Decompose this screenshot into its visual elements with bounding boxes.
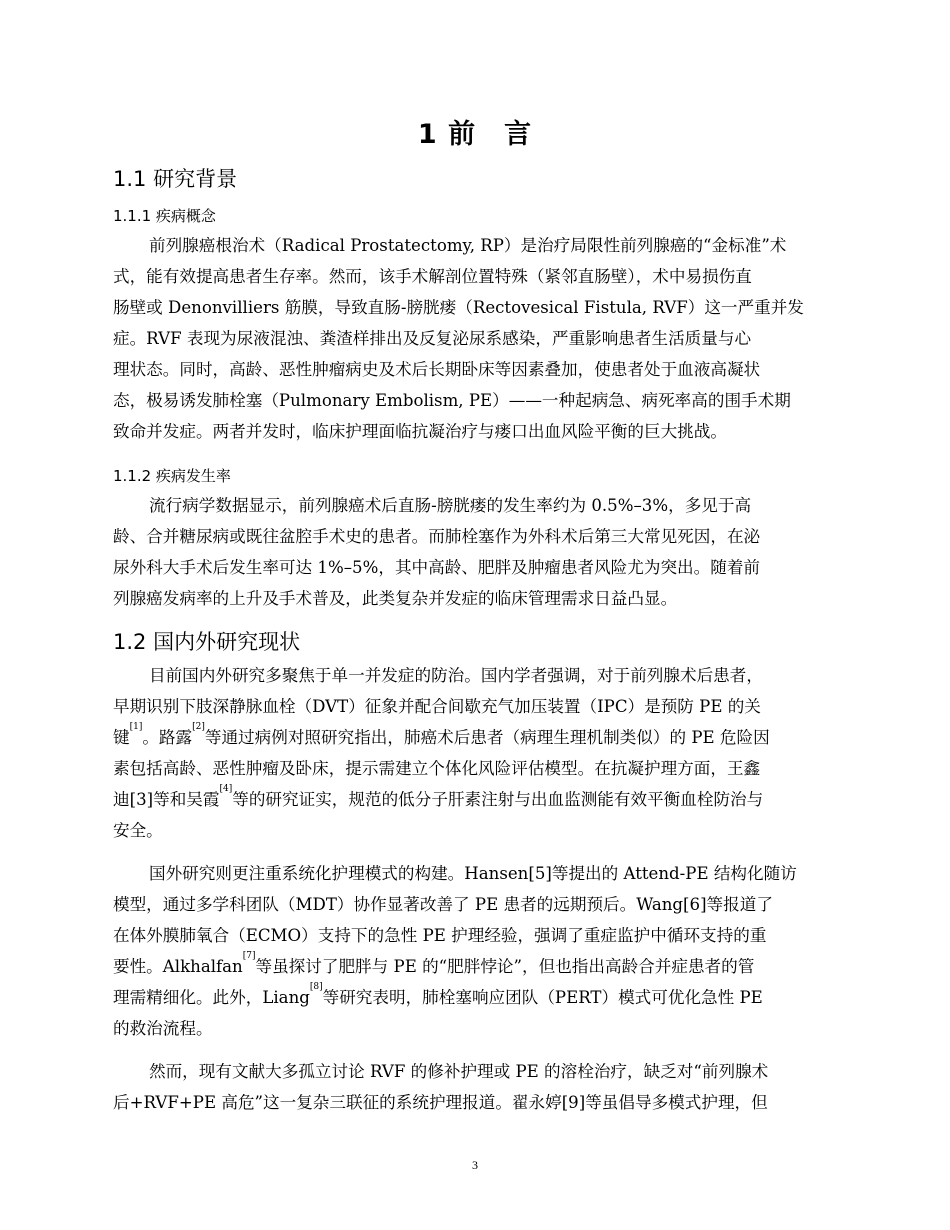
text-run: 等通过病例对照研究指出，肺癌术后患者（病理生理机制类似）的 PE 危险因 — [204, 728, 770, 747]
text-line: 理状态。同时，高龄、恶性肿瘤病史及术后长期卧床等因素叠加，使患者处于血液高凝状 — [113, 360, 761, 379]
text-line — [113, 982, 839, 1013]
text-line: 素包括高龄、恶性肿瘤及卧床，提示需建立个体化风险评估模型。在抗凝护理方面，王鑫 — [113, 759, 761, 778]
text-line — [113, 784, 839, 815]
section-heading-1-2: 1.2 国内外研究现状 — [113, 630, 301, 654]
text-line: 态，极易诱发肺栓塞（Pulmonary Embolism, PE）——一种起病急、病死率高的围手术期 — [113, 391, 791, 410]
page-number: 3 — [472, 1158, 478, 1172]
text-line: 列腺癌发病率的上升及手术普及，此类复杂并发症的临床管理需求日益凸显。 — [113, 589, 678, 608]
citation-ref: [2] — [192, 722, 205, 732]
text-line: 流行病学数据显示，前列腺癌术后直肠-膀胱瘘的发生率约为 0.5%–3%，多见于高 — [149, 496, 752, 515]
text-line: 龄、合并糖尿病或既往盆腔手术史的患者。而肺栓塞作为外科术后第三大常见死因，在泌 — [113, 527, 761, 546]
citation-ref: [7] — [242, 951, 256, 961]
chapter-title: 1 前 言 — [417, 119, 533, 150]
text-run: 等的研究证实，规范的低分子肝素注射与出血监测能有效平衡血栓防治与 — [232, 790, 764, 809]
text-run: 键 — [113, 728, 130, 747]
text-line — [113, 951, 839, 982]
text-line: 在体外膜肺氧合（ECMO）支持下的急性 PE 护理经验，强调了重症监护中循环支持的重 — [113, 926, 767, 945]
text-line: 然而，现有文献大多孤立讨论 RVF 的修补护理或 PE 的溶栓治疗，缺乏对“前列腺术 — [149, 1062, 769, 1081]
text-line: 致命并发症。两者并发时，临床护理面临抗凝治疗与瘘口出血风险平衡的巨大挑战。 — [113, 422, 727, 441]
text-run: 要性。Alkhalfan — [113, 957, 243, 976]
text-run: 等虽探讨了肥胖与 PE 的“肥胖悖论”，但也指出高龄合并症患者的管 — [255, 957, 755, 976]
text-line: 尿外科大手术后发生率可达 1%–5%，其中高龄、肥胖及肿瘤患者风险尤为突出。随着前 — [113, 558, 761, 577]
text-line: 模型，通过多学科团队（MDT）协作显著改善了 PE 患者的远期预后。Wang[6]等报道了 — [113, 895, 773, 914]
text-line: 国外研究则更注重系统化护理模式的构建。Hansen[5]等提出的 Attend-PE 结构化随访 — [149, 864, 797, 883]
text-line: 安全。 — [113, 821, 163, 840]
text-line: 症。RVF 表现为尿液混浊、粪渣样排出及反复泌尿系感染，严重影响患者生活质量与心 — [113, 329, 752, 348]
text-run: 迪[3]等和吴霞 — [113, 790, 220, 809]
text-line: 目前国内外研究多聚焦于单一并发症的防治。国内学者强调，对于前列腺术后患者， — [149, 666, 763, 685]
text-line: 肠壁或 Denonvilliers 筋膜，导致直肠-膀胱瘘（Rectovesical Fistula, RVF）这一严重并发 — [113, 298, 804, 317]
paragraph-disease-concept — [113, 230, 839, 447]
text-line: 前列腺癌根治术（Radical Prostatectomy, RP）是治疗局限性前列腺癌的“金标准”术 — [149, 236, 787, 255]
text-run: 。路露 — [142, 728, 193, 747]
text-run: 等研究表明，肺栓塞响应团队（PERT）模式可优化急性 PE — [322, 988, 763, 1007]
paragraph-research-gap — [113, 1056, 839, 1118]
text-line: 的救治流程。 — [113, 1019, 213, 1038]
subsection-heading-1-1-1: 1.1.1 疾病概念 — [113, 207, 216, 225]
text-line: 式，能有效提高患者生存率。然而，该手术解剖位置特殊（紧邻直肠壁），术中易损伤直 — [113, 267, 752, 286]
paragraph-foreign-research — [113, 858, 839, 1044]
paragraph-incidence — [113, 490, 839, 614]
text-line: 早期识别下肢深静脉血栓（DVT）征象并配合间歇充气加压装置（IPC）是预防 PE 的关 — [113, 697, 761, 716]
paragraph-domestic-research — [113, 660, 839, 846]
text-line — [113, 722, 839, 753]
subsection-heading-1-1-2: 1.1.2 疾病发生率 — [113, 467, 231, 485]
text-run: 理需精细化。此外，Liang — [113, 988, 310, 1007]
citation-ref: [8] — [309, 982, 323, 992]
section-heading-1-1: 1.1 研究背景 — [113, 167, 238, 191]
citation-ref: [1] — [129, 722, 143, 732]
text-line: 后+RVF+PE 高危”这一复杂三联征的系统护理报道。翟永婷[9]等虽倡导多模式护理，但 — [113, 1093, 768, 1112]
citation-ref: [4] — [219, 784, 233, 794]
